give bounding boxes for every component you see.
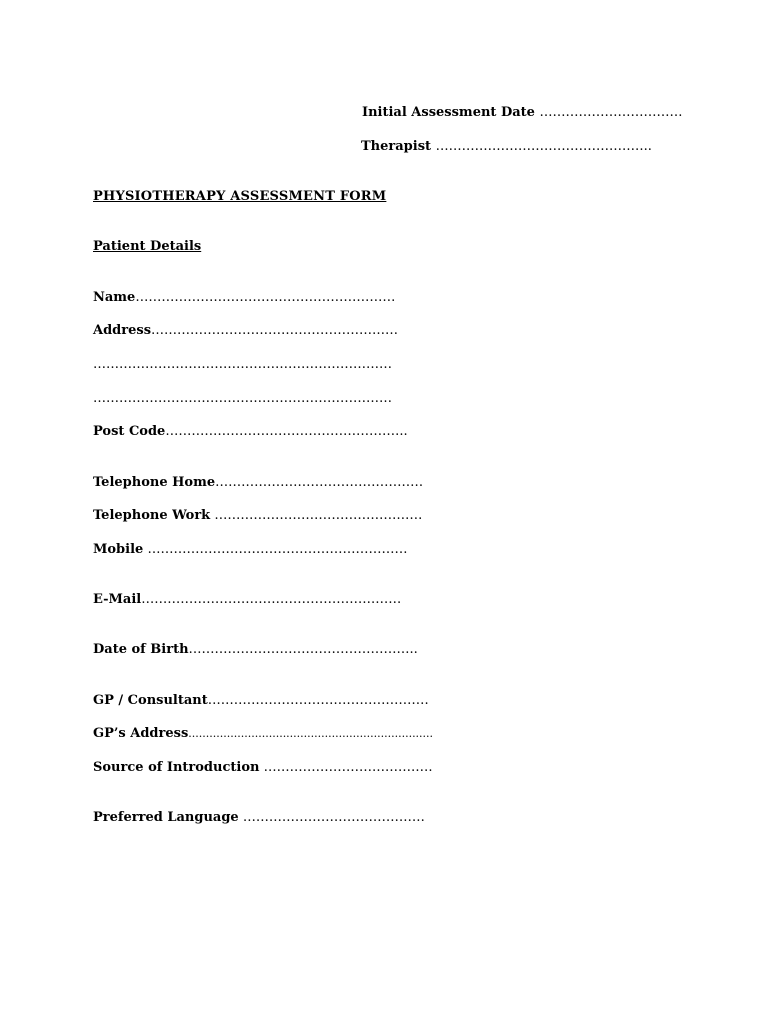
mobile-label: Mobile xyxy=(93,542,144,557)
source-of-introduction-field[interactable] xyxy=(93,759,433,777)
email-label: E-Mail xyxy=(93,592,142,607)
gp-consultant-field[interactable] xyxy=(93,692,429,710)
name-blank[interactable]: …………………………………………………… xyxy=(135,290,396,305)
therapist-field[interactable] xyxy=(361,138,652,156)
gp-consultant-blank[interactable]: …………………………………………… xyxy=(207,693,429,708)
postcode-label: Post Code xyxy=(93,424,166,439)
gp-address-field[interactable] xyxy=(93,725,433,743)
preferred-language-field[interactable] xyxy=(93,809,425,827)
patient-details-heading: Patient Details xyxy=(93,239,202,254)
postcode-blank[interactable]: ……………………………………………….. xyxy=(165,424,408,439)
gp-address-blank[interactable]: ...................................................................... xyxy=(188,727,434,740)
email-field[interactable] xyxy=(93,591,401,609)
postcode-field[interactable] xyxy=(93,423,408,441)
name-field[interactable] xyxy=(93,289,395,307)
mobile-blank[interactable]: …………………………………………………… xyxy=(143,542,408,557)
telephone-work-blank[interactable]: ………………………………………… xyxy=(210,508,423,523)
address-line-3-blank[interactable]: …………………………………………………………… xyxy=(93,391,392,406)
form-title: PHYSIOTHERAPY ASSESSMENT FORM xyxy=(93,189,387,204)
address-line-2[interactable] xyxy=(93,356,392,374)
source-of-introduction-blank[interactable]: ………………………………… xyxy=(259,760,433,775)
assessment-date-label: Initial Assessment Date xyxy=(362,105,535,120)
telephone-home-field[interactable] xyxy=(93,474,423,492)
name-label: Name xyxy=(93,290,136,305)
assessment-date-blank[interactable]: …………………………… xyxy=(539,105,683,120)
address-label: Address xyxy=(93,323,152,338)
gp-consultant-label: GP / Consultant xyxy=(93,693,208,708)
telephone-home-label: Telephone Home xyxy=(93,475,216,490)
address-field[interactable] xyxy=(93,322,398,340)
preferred-language-blank[interactable]: …………………………………… xyxy=(238,810,425,825)
dob-blank[interactable]: …………………………………………….. xyxy=(188,642,418,657)
assessment-date-field[interactable] xyxy=(362,104,682,122)
email-blank[interactable]: …………………………………………………… xyxy=(141,592,402,607)
mobile-field[interactable] xyxy=(93,541,407,559)
dob-label: Date of Birth xyxy=(93,642,189,657)
gp-address-label: GP’s Address xyxy=(93,726,189,741)
source-of-introduction-label: Source of Introduction xyxy=(93,760,260,775)
telephone-work-field[interactable] xyxy=(93,507,422,525)
telephone-work-label: Telephone Work xyxy=(93,508,211,523)
dob-field[interactable] xyxy=(93,641,418,659)
address-line-2-blank[interactable]: …………………………………………………………… xyxy=(93,357,392,372)
therapist-label: Therapist xyxy=(361,139,432,154)
telephone-home-blank[interactable]: ………………………………………… xyxy=(215,475,424,490)
address-blank[interactable]: ………………………………………………… xyxy=(151,323,399,338)
preferred-language-label: Preferred Language xyxy=(93,810,239,825)
address-line-3[interactable] xyxy=(93,390,392,408)
therapist-blank[interactable]: ………………………………………….. xyxy=(435,139,652,154)
